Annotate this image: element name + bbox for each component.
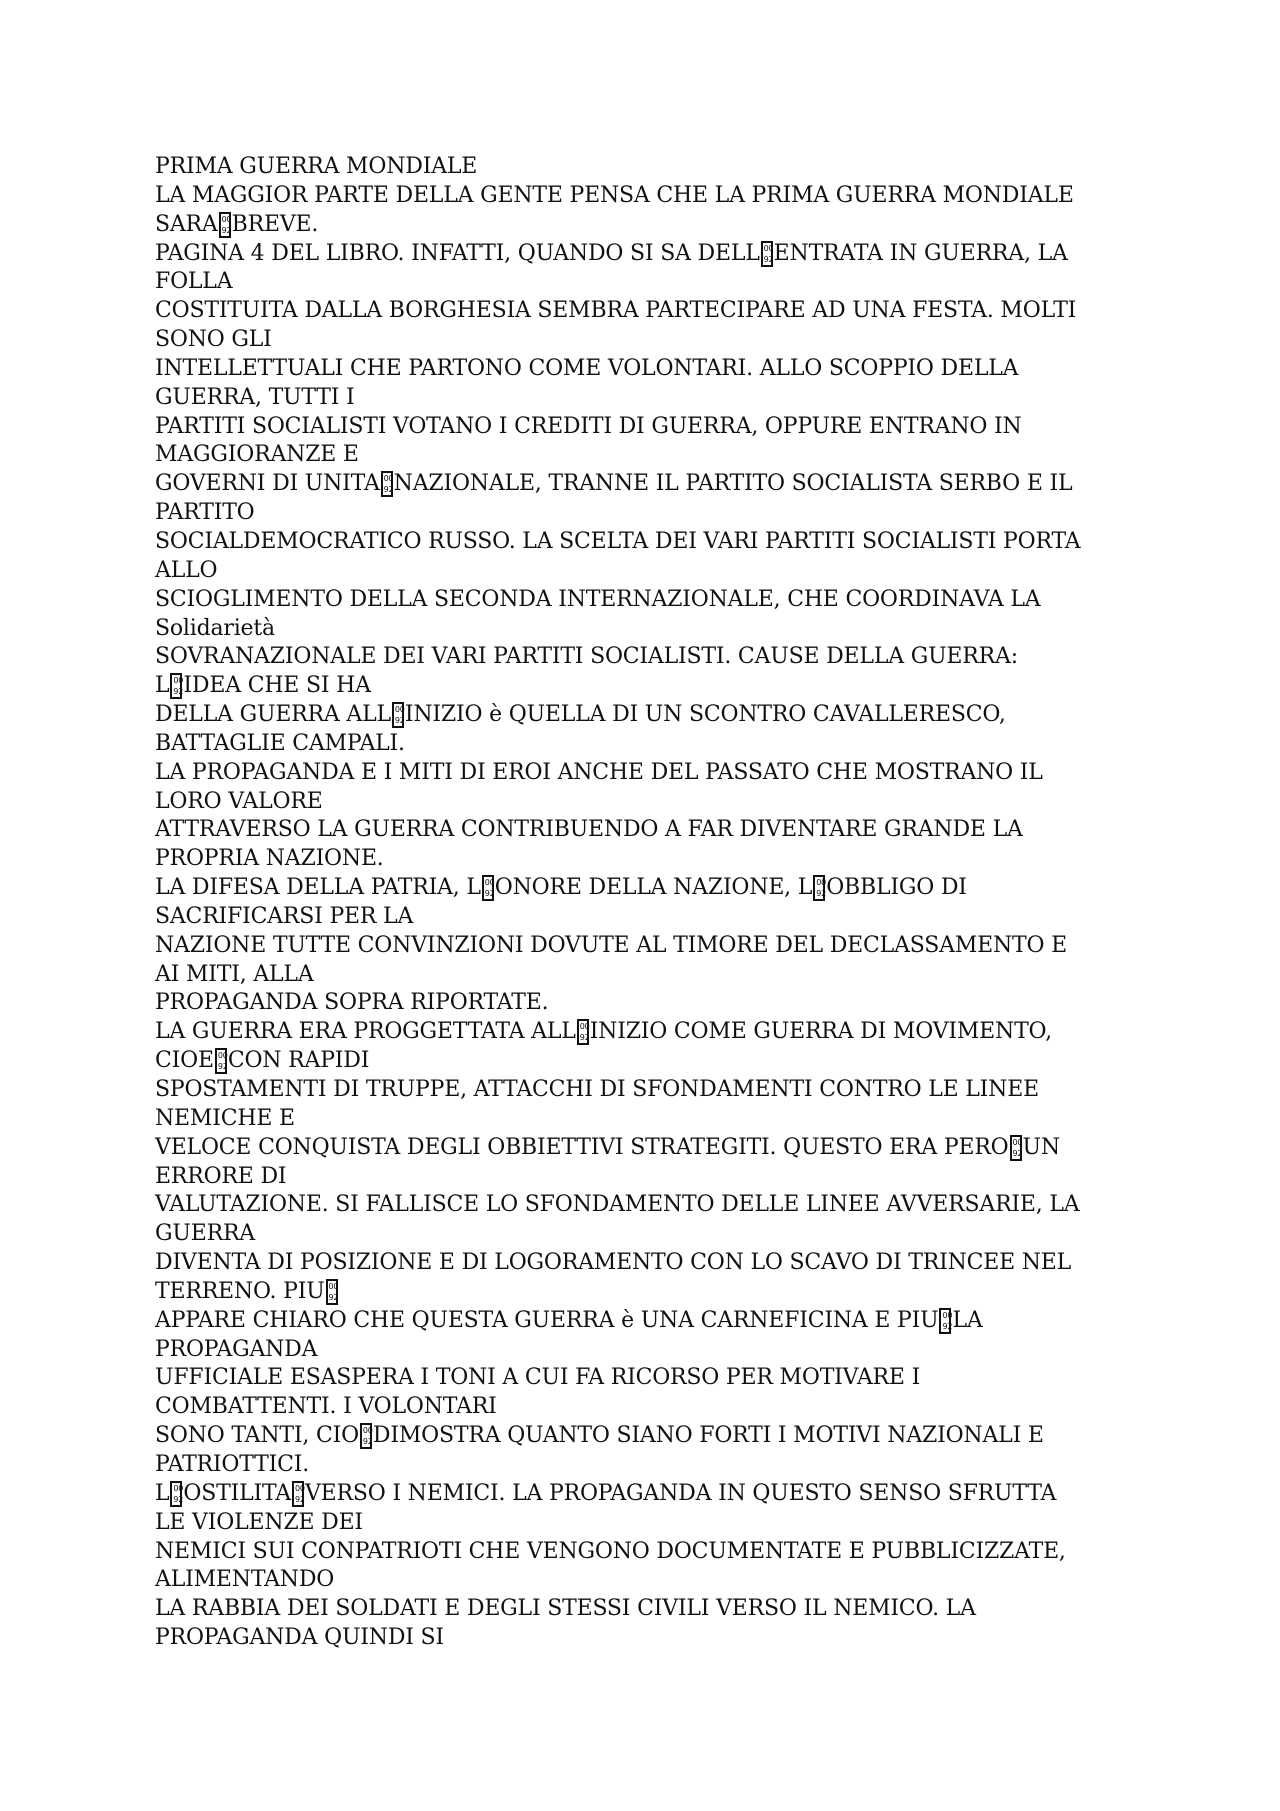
missing-glyph-icon bbox=[939, 1308, 951, 1334]
missing-glyph-icon bbox=[482, 875, 494, 901]
text-segment: L bbox=[155, 1480, 170, 1506]
text-segment: L bbox=[155, 673, 170, 699]
text-segment: NEMICI SUI CONPATRIOTI CHE VENGONO DOCUMENTATE E PUBBLICIZZATE, bbox=[155, 1538, 1066, 1564]
text-line bbox=[155, 1220, 1135, 1249]
text-line bbox=[155, 1018, 1135, 1047]
missing-glyph-icon bbox=[381, 471, 393, 497]
text-line bbox=[155, 932, 1135, 961]
missing-glyph-icon bbox=[761, 241, 773, 267]
missing-glyph-icon bbox=[219, 212, 231, 238]
missing-glyph-icon bbox=[1010, 1135, 1022, 1161]
text-segment: NAZIONALE, TRANNE IL PARTITO SOCIALISTA SERBO E IL bbox=[393, 471, 1073, 497]
text-line bbox=[155, 470, 1135, 499]
text-line bbox=[155, 845, 1135, 874]
text-line bbox=[155, 1538, 1135, 1567]
text-segment: SONO GLI bbox=[155, 327, 272, 353]
text-line bbox=[155, 355, 1135, 384]
text-line bbox=[155, 1480, 1135, 1509]
text-segment: SOVRANAZIONALE DEI VARI PARTITI SOCIALISTI. CAUSE DELLA GUERRA: bbox=[155, 644, 1018, 670]
text-segment: LA bbox=[952, 1307, 983, 1333]
text-segment: GUERRA, TUTTI I bbox=[155, 384, 355, 410]
document-title bbox=[155, 153, 1135, 182]
text-line bbox=[155, 1566, 1135, 1595]
text-segment: ATTRAVERSO LA GUERRA CONTRIBUENDO A FAR DIVENTARE GRANDE LA bbox=[155, 817, 1023, 843]
text-segment: PAGINA 4 DEL LIBRO. INFATTI, QUANDO SI SA DELL bbox=[155, 240, 760, 266]
text-segment: LA PROPAGANDA E I MITI DI EROI ANCHE DEL PASSATO CHE MOSTRANO IL bbox=[155, 759, 1043, 785]
text-segment: NEMICHE E bbox=[155, 1105, 295, 1131]
text-segment: SARA bbox=[155, 211, 218, 237]
text-line bbox=[155, 268, 1135, 297]
text-segment: LA DIFESA DELLA PATRIA, L bbox=[155, 875, 481, 901]
text-segment: SOCIALDEMOCRATICO RUSSO. LA SCELTA DEI VARI PARTITI SOCIALISTI PORTA bbox=[155, 528, 1081, 554]
text-line bbox=[155, 1451, 1135, 1480]
text-line bbox=[155, 874, 1135, 903]
text-segment: OSTILITA bbox=[183, 1480, 291, 1506]
text-line bbox=[155, 1047, 1135, 1076]
text-segment: COMBATTENTI. I VOLONTARI bbox=[155, 1394, 497, 1420]
text-line bbox=[155, 643, 1135, 672]
text-line bbox=[155, 1509, 1135, 1538]
text-segment: PROPAGANDA SOPRA RIPORTATE. bbox=[155, 990, 549, 1016]
text-segment: INTELLETTUALI CHE PARTONO COME VOLONTARI. ALLO SCOPPIO DELLA bbox=[155, 355, 1019, 381]
missing-glyph-icon bbox=[392, 702, 404, 728]
text-line bbox=[155, 1105, 1135, 1134]
text-segment: SACRIFICARSI PER LA bbox=[155, 903, 414, 929]
text-segment: ALLO bbox=[155, 557, 218, 583]
text-line bbox=[155, 182, 1135, 211]
text-segment: ERRORE DI bbox=[155, 1163, 287, 1189]
text-segment: NAZIONE TUTTE CONVINZIONI DOVUTE AL TIMORE DEL DECLASSAMENTO E bbox=[155, 932, 1068, 958]
missing-glyph-icon bbox=[360, 1423, 372, 1449]
text-segment: INIZIO è QUELLA DI UN SCONTRO CAVALLERESCO, bbox=[404, 702, 1006, 728]
text-line bbox=[155, 1364, 1135, 1393]
text-segment: ONORE DELLA NAZIONE, L bbox=[494, 875, 813, 901]
text-segment: LA GUERRA ERA PROGGETTATA ALL bbox=[155, 1019, 576, 1045]
text-segment: SPOSTAMENTI DI TRUPPE, ATTACCHI DI SFONDAMENTI CONTRO LE LINEE bbox=[155, 1077, 1039, 1102]
text-segment: VELOCE CONQUISTA DEGLI OBBIETTIVI STRATEGITI. QUESTO ERA PERO bbox=[155, 1134, 1009, 1160]
text-segment: GOVERNI DI UNITA bbox=[155, 471, 380, 497]
text-segment: SONO TANTI, CIO bbox=[155, 1423, 359, 1449]
text-line bbox=[155, 1076, 1135, 1105]
text-segment: INIZIO COME GUERRA DI MOVIMENTO, bbox=[589, 1019, 1052, 1045]
text-line bbox=[155, 586, 1135, 615]
text-segment: PRIMA GUERRA MONDIALE bbox=[155, 154, 478, 179]
text-segment: Solidarietà bbox=[155, 615, 275, 641]
text-segment: ALIMENTANDO bbox=[155, 1567, 335, 1593]
text-line bbox=[155, 297, 1135, 326]
text-line bbox=[155, 557, 1135, 586]
text-segment: LE VIOLENZE DEI bbox=[155, 1509, 363, 1535]
text-segment: APPARE CHIARO CHE QUESTA GUERRA è UNA CARNEFICINA E PIU bbox=[155, 1307, 939, 1333]
text-segment: FOLLA bbox=[155, 269, 233, 295]
text-line bbox=[155, 903, 1135, 932]
text-line bbox=[155, 441, 1135, 470]
text-segment: UFFICIALE ESASPERA I TONI A CUI FA RICORSO PER MOTIVARE I bbox=[155, 1365, 921, 1391]
text-line bbox=[155, 615, 1135, 644]
text-segment: PROPAGANDA QUINDI SI bbox=[155, 1625, 444, 1651]
text-line bbox=[155, 989, 1135, 1018]
text-line bbox=[155, 384, 1135, 413]
text-line bbox=[155, 240, 1135, 269]
text-segment: DIMOSTRA QUANTO SIANO FORTI I MOTIVI NAZIONALI E bbox=[372, 1423, 1044, 1449]
text-line bbox=[155, 1278, 1135, 1307]
text-line bbox=[155, 1134, 1135, 1163]
text-line bbox=[155, 672, 1135, 701]
text-segment: PARTITO bbox=[155, 500, 255, 526]
text-segment: VALUTAZIONE. SI FALLISCE LO SFONDAMENTO DELLE LINEE AVVERSARIE, LA bbox=[155, 1192, 1080, 1218]
text-line bbox=[155, 413, 1135, 442]
text-line bbox=[155, 961, 1135, 990]
text-line bbox=[155, 788, 1135, 817]
document-body bbox=[155, 153, 1135, 1653]
text-line bbox=[155, 730, 1135, 759]
missing-glyph-icon bbox=[215, 1048, 227, 1074]
text-line bbox=[155, 701, 1135, 730]
text-line bbox=[155, 1249, 1135, 1278]
text-segment: UN bbox=[1022, 1134, 1060, 1160]
text-segment: PROPRIA NAZIONE. bbox=[155, 846, 384, 872]
missing-glyph-icon bbox=[326, 1279, 338, 1305]
text-segment: PARTITI SOCIALISTI VOTANO I CREDITI DI GUERRA, OPPURE ENTRANO IN bbox=[155, 413, 1022, 439]
text-segment: CIOE bbox=[155, 1048, 214, 1074]
text-segment: PROPAGANDA bbox=[155, 1336, 318, 1362]
missing-glyph-icon bbox=[577, 1019, 589, 1045]
text-segment: GUERRA bbox=[155, 1221, 255, 1247]
text-segment: SCIOGLIMENTO DELLA SECONDA INTERNAZIONALE, CHE COORDINAVA LA bbox=[155, 586, 1041, 612]
text-segment: IDEA CHE SI HA bbox=[183, 673, 371, 699]
text-segment: PATRIOTTICI. bbox=[155, 1451, 309, 1477]
text-segment: BREVE. bbox=[231, 211, 319, 237]
missing-glyph-icon bbox=[170, 673, 182, 699]
text-segment: CON RAPIDI bbox=[227, 1048, 370, 1074]
text-segment: DIVENTA DI POSIZIONE E DI LOGORAMENTO CON LO SCAVO DI TRINCEE NEL bbox=[155, 1250, 1072, 1276]
text-line bbox=[155, 1307, 1135, 1336]
text-line bbox=[155, 1393, 1135, 1422]
text-segment: LORO VALORE bbox=[155, 788, 323, 814]
text-segment: DELLA GUERRA ALL bbox=[155, 702, 391, 728]
text-line bbox=[155, 1624, 1135, 1653]
text-line bbox=[155, 211, 1135, 240]
text-segment: AI MITI, ALLA bbox=[155, 961, 314, 987]
text-line bbox=[155, 1336, 1135, 1365]
text-line bbox=[155, 528, 1135, 557]
text-segment: LA MAGGIOR PARTE DELLA GENTE PENSA CHE LA PRIMA GUERRA MONDIALE bbox=[155, 182, 1074, 208]
text-line bbox=[155, 1191, 1135, 1220]
text-line bbox=[155, 326, 1135, 355]
text-segment: ENTRATA IN GUERRA, LA bbox=[773, 240, 1068, 266]
text-line bbox=[155, 1422, 1135, 1451]
text-line bbox=[155, 1163, 1135, 1192]
text-line bbox=[155, 759, 1135, 788]
text-segment: MAGGIORANZE E bbox=[155, 442, 359, 468]
text-segment: COSTITUITA DALLA BORGHESIA SEMBRA PARTECIPARE AD UNA FESTA. MOLTI bbox=[155, 298, 1077, 324]
text-line bbox=[155, 816, 1135, 845]
text-line bbox=[155, 1595, 1135, 1624]
missing-glyph-icon bbox=[813, 875, 825, 901]
text-segment: OBBLIGO DI bbox=[826, 875, 967, 901]
text-line bbox=[155, 499, 1135, 528]
text-segment: LA RABBIA DEI SOLDATI E DEGLI STESSI CIVILI VERSO IL NEMICO. LA bbox=[155, 1596, 976, 1622]
missing-glyph-icon bbox=[170, 1481, 182, 1507]
text-segment: VERSO I NEMICI. LA PROPAGANDA IN QUESTO SENSO SFRUTTA bbox=[304, 1480, 1057, 1506]
text-segment: TERRENO. PIU bbox=[155, 1278, 325, 1304]
text-segment: BATTAGLIE CAMPALI. bbox=[155, 730, 405, 756]
missing-glyph-icon bbox=[292, 1481, 304, 1507]
